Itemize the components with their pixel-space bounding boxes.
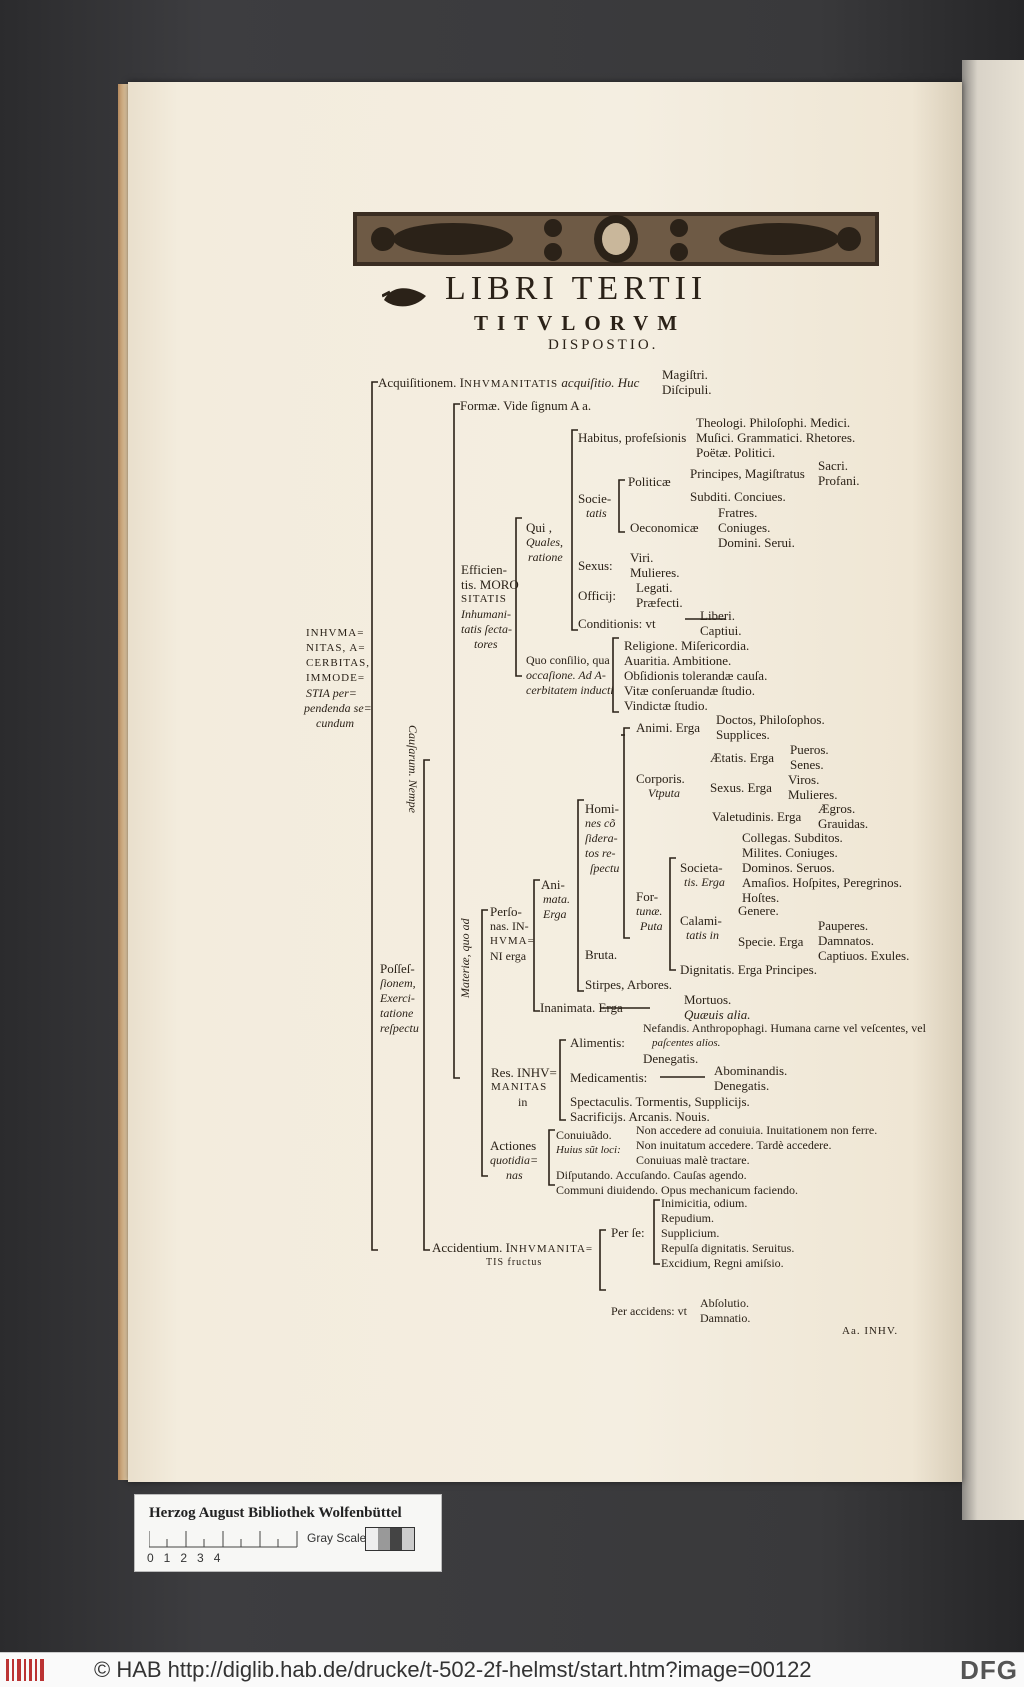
fortunae-l3: Puta [640, 919, 663, 933]
res-l2: MANITAS [491, 1081, 548, 1093]
efficientis-l1: Efficien- [461, 562, 507, 577]
dfg-logo: DFG [960, 1655, 1018, 1685]
excidium: Excidium, Regni amiſsio. [661, 1256, 784, 1270]
repudium: Repudium. [661, 1211, 714, 1225]
quo-l1: Quo conſilio, qua [526, 653, 610, 667]
sexus-b: Mulieres. [630, 565, 680, 580]
aetatis-label: Ætatis. Erga [710, 750, 775, 765]
fortunae-l2: tunæ. [636, 904, 663, 918]
mortuos: Mortuos. [684, 992, 732, 1007]
footer-bar [0, 1652, 1024, 1687]
qui-l3: ratione [528, 550, 563, 564]
inanimata-label: Inanimata. Erga [540, 1000, 623, 1015]
res-l1: Res. INHV= [491, 1065, 557, 1080]
causarum-label: Cauſarum. Nempe [406, 725, 420, 813]
dominos: Dominos. Seruos. [742, 860, 835, 875]
conditionis-label: Conditionis: vt [578, 616, 656, 631]
valetudinis-label: Valetudinis. Erga [712, 809, 802, 824]
societatis-l2: tatis [586, 506, 607, 520]
actiones-l2: quotidia= [490, 1153, 539, 1167]
domini: Domini. Serui. [718, 535, 795, 550]
gray-scale-label: Gray Scale [307, 1531, 367, 1545]
homines-l3: ſidera- [585, 831, 618, 845]
communi-diuidendo: Communi diuidendo. Opus mechanicum faciendo. [556, 1183, 798, 1197]
root-line-5: STIA per= [306, 686, 357, 700]
non-inuitatum: Non inuitatum accedere. Tardè accedere. [636, 1138, 832, 1152]
efficientis-l3: SITATIS [461, 593, 507, 605]
subditi: Subditi. Conciues. [690, 489, 786, 504]
efficientis-l2: tis. MORO [461, 577, 519, 592]
qui-l1: Qui , [526, 520, 552, 535]
specie-label: Specie. Erga [738, 934, 804, 949]
possessionem-l5: reſpectu [380, 1021, 419, 1035]
sexus-label: Sexus: [578, 558, 613, 573]
nefandis-cont: paſcentes alios. [652, 1037, 721, 1049]
ruler-scale: 0 1 2 3 4 [147, 1551, 221, 1565]
personas-l3: HVMA= [490, 935, 535, 947]
habitus-r2: Muſici. Grammatici. Rhetores. [696, 430, 856, 445]
ruler-icon [149, 1529, 299, 1549]
formae-entry: Formæ. Vide ſignum A a. [460, 398, 592, 413]
calamitatis-l2: tatis in [686, 928, 720, 942]
absolutio: Abſolutio. [700, 1296, 750, 1310]
repulsa: Repulſa dignitatis. Seruitus. [661, 1241, 795, 1255]
homines-l4: tos re- [585, 846, 616, 860]
conuiuas: Conuiuas malè tractare. [636, 1153, 750, 1167]
disputando: Diſputando. Accuſando. Cauſas agendo. [556, 1168, 747, 1182]
societatis-fort-l1: Societa- [680, 860, 723, 875]
abominandis: Abominandis. [714, 1063, 788, 1078]
source-url-link[interactable]: © HAB http://diglib.hab.de/drucke/t-502-2f-helmst/start.htm?image=00122 [94, 1657, 812, 1682]
medic-denegatis: Denegatis. [714, 1078, 770, 1093]
possessionem-l1: Poſſeſ- [380, 961, 415, 976]
root-line-2: NITAS, A= [306, 642, 366, 654]
societatis-fort-l2: tis. Erga [684, 875, 725, 889]
efficientis-l6: tores [474, 637, 498, 651]
quo-r4: Vitæ conſeruandæ ſtudio. [624, 683, 756, 698]
quo-r2: Auaritia. Ambitione. [624, 653, 732, 668]
alim-denegatis: Denegatis. [643, 1051, 699, 1066]
gray-scale-swatches [365, 1527, 415, 1551]
homines-l2: nes cõ [585, 816, 616, 830]
conuiuando: Conuiuãdo. [556, 1128, 612, 1142]
title-line-2: TITVLORVM [474, 311, 687, 335]
officij-b: Præfecti. [636, 595, 683, 610]
quo-r5: Vindictæ ſtudio. [624, 698, 708, 713]
grauidas: Grauidas. [818, 816, 869, 831]
oeconomicae-label: Oeconomicæ [630, 520, 699, 535]
pauperes: Pauperes. [818, 918, 869, 933]
collegas: Collegas. Subditos. [742, 830, 843, 845]
sacrificijs: Sacrificijs. Arcanis. Nouis. [570, 1109, 710, 1124]
animata-l2: mata. [543, 892, 570, 906]
personas-l1: Perſo- [490, 904, 522, 919]
habitus-label: Habitus, profeſsionis [578, 430, 687, 445]
viros: Viros. [788, 772, 820, 787]
politicae-label: Politicæ [628, 474, 671, 489]
inimicitia: Inimicitia, odium. [661, 1196, 748, 1210]
bruta: Bruta. [585, 947, 618, 962]
root-line-7: cundum [316, 716, 354, 730]
sacri: Sacri. [818, 458, 848, 473]
quaeuis-alia: Quæuis alia. [684, 1007, 751, 1022]
accidentium-entry: Accidentium. INHVMANITA= [432, 1240, 594, 1255]
animata-l3: Erga [543, 907, 567, 921]
title-line-1: LIBRI TERTII [445, 270, 708, 307]
efficientis-l5: tatis ſecta- [461, 622, 512, 636]
spectaculis: Spectaculis. Tormentis, Supplicijs. [570, 1094, 750, 1109]
animata-l1: Ani- [541, 877, 565, 892]
alimentis-label: Alimentis: [570, 1035, 625, 1050]
amasios: Amaſios. Hoſpites, Peregrinos. [742, 875, 902, 890]
coniuges: Coniuges. [718, 520, 771, 535]
senes: Senes. [790, 757, 824, 772]
accidentium-l2: TIS fructus [486, 1257, 543, 1268]
actiones-l1: Actiones [490, 1138, 537, 1153]
fortunae-l1: For- [636, 889, 659, 904]
animi-label: Animi. Erga [636, 720, 701, 735]
calamitatis-l1: Calami- [680, 913, 722, 928]
title-line-3: DISPOSTIO. [548, 337, 659, 353]
damnatos: Damnatos. [818, 933, 874, 948]
acq-item-b: Diſcipuli. [662, 382, 712, 397]
root-line-6: pendenda se= [304, 701, 372, 715]
possessionem-l3: Exerci- [380, 991, 415, 1005]
qui-l2: Quales, [526, 535, 563, 549]
quo-r3: Obſidionis tolerandæ cauſa. [624, 668, 768, 683]
habitus-r1: Theologi. Philoſophi. Medici. [696, 415, 851, 430]
possessionem-l2: ſionem, [380, 976, 416, 990]
sexus-a: Viri. [630, 550, 654, 565]
dignitatis: Dignitatis. Erga Principes. [680, 962, 817, 977]
damnatio: Damnatio. [700, 1311, 751, 1325]
conditionis-a: Liberi. [700, 608, 736, 623]
sexus-erga-label: Sexus. Erga [710, 780, 772, 795]
captiuos: Captiuos. Exules. [818, 948, 910, 963]
conditionis-b: Captiui. [700, 623, 742, 638]
catchword: Aa. INHV. [842, 1325, 899, 1337]
profani: Profani. [818, 473, 860, 488]
stirpes: Stirpes, Arbores. [585, 977, 673, 992]
genere: Genere. [738, 903, 779, 918]
hab-logo-icon [6, 1659, 46, 1681]
huius-loci: Huius sũt loci: [556, 1144, 621, 1156]
per-accidens-label: Per accidens: vt [611, 1304, 687, 1318]
corporis-l2: Vtputa [648, 786, 680, 800]
principes-label: Principes, Magiſtratus [690, 466, 805, 481]
hostes: Hoſtes. [742, 890, 780, 905]
acquisitionem-entry: Acquiſitionem. INHVMANITATIS acquiſitio. Huc [378, 375, 640, 390]
pueros: Pueros. [790, 742, 829, 757]
library-label-card [134, 1494, 442, 1572]
corporis-l1: Corporis. [636, 771, 685, 786]
homines-l5: ſpectu [590, 861, 620, 875]
aegros: Ægros. [818, 801, 856, 816]
quo-l3: cerbitatem inducti [526, 683, 614, 697]
per-se-label: Per ſe: [611, 1225, 645, 1240]
root-line-4: IMMODE= [306, 672, 366, 684]
acq-item-a: Magiſtri. [662, 367, 708, 382]
nefandis: Nefandis. Anthropophagi. Humana carne vel veſcentes, vel [643, 1021, 926, 1035]
quo-r1: Religione. Miſericordia. [624, 638, 750, 653]
homines-l1: Homi- [585, 801, 619, 816]
materiae-label: Materiæ, quo ad [458, 918, 472, 998]
actiones-l3: nas [506, 1168, 523, 1182]
possessionem-l4: tatione [380, 1006, 414, 1020]
milites: Milites. Coniuges. [742, 845, 838, 860]
officij-label: Officij: [578, 588, 617, 603]
fratres: Fratres. [718, 505, 758, 520]
mulieres: Mulieres. [788, 787, 838, 802]
efficientis-l4: Inhumani- [461, 607, 511, 621]
personas-l2: nas. IN- [490, 919, 529, 933]
root-line-3: CERBITAS, [306, 657, 371, 669]
non-accedere: Non accedere ad conuiuia. Inuitationem non ferre. [636, 1123, 878, 1137]
root-line-1: INHVMA= [306, 627, 365, 639]
quo-l2: occaſione. Ad A- [526, 668, 606, 682]
officij-a: Legati. [636, 580, 673, 595]
personas-l4: NI erga [490, 949, 527, 963]
animi-a: Doctos, Philoſophos. [716, 712, 825, 727]
library-name: Herzog August Bibliothek Wolfenbüttel [149, 1505, 402, 1521]
habitus-r3: Poëtæ. Politici. [696, 445, 776, 460]
supplicium: Supplicium. [661, 1226, 720, 1240]
medicamentis-label: Medicamentis: [570, 1070, 648, 1085]
societatis-l1: Socie- [578, 491, 612, 506]
res-l3: in [518, 1095, 528, 1109]
animi-b: Supplices. [716, 727, 770, 742]
